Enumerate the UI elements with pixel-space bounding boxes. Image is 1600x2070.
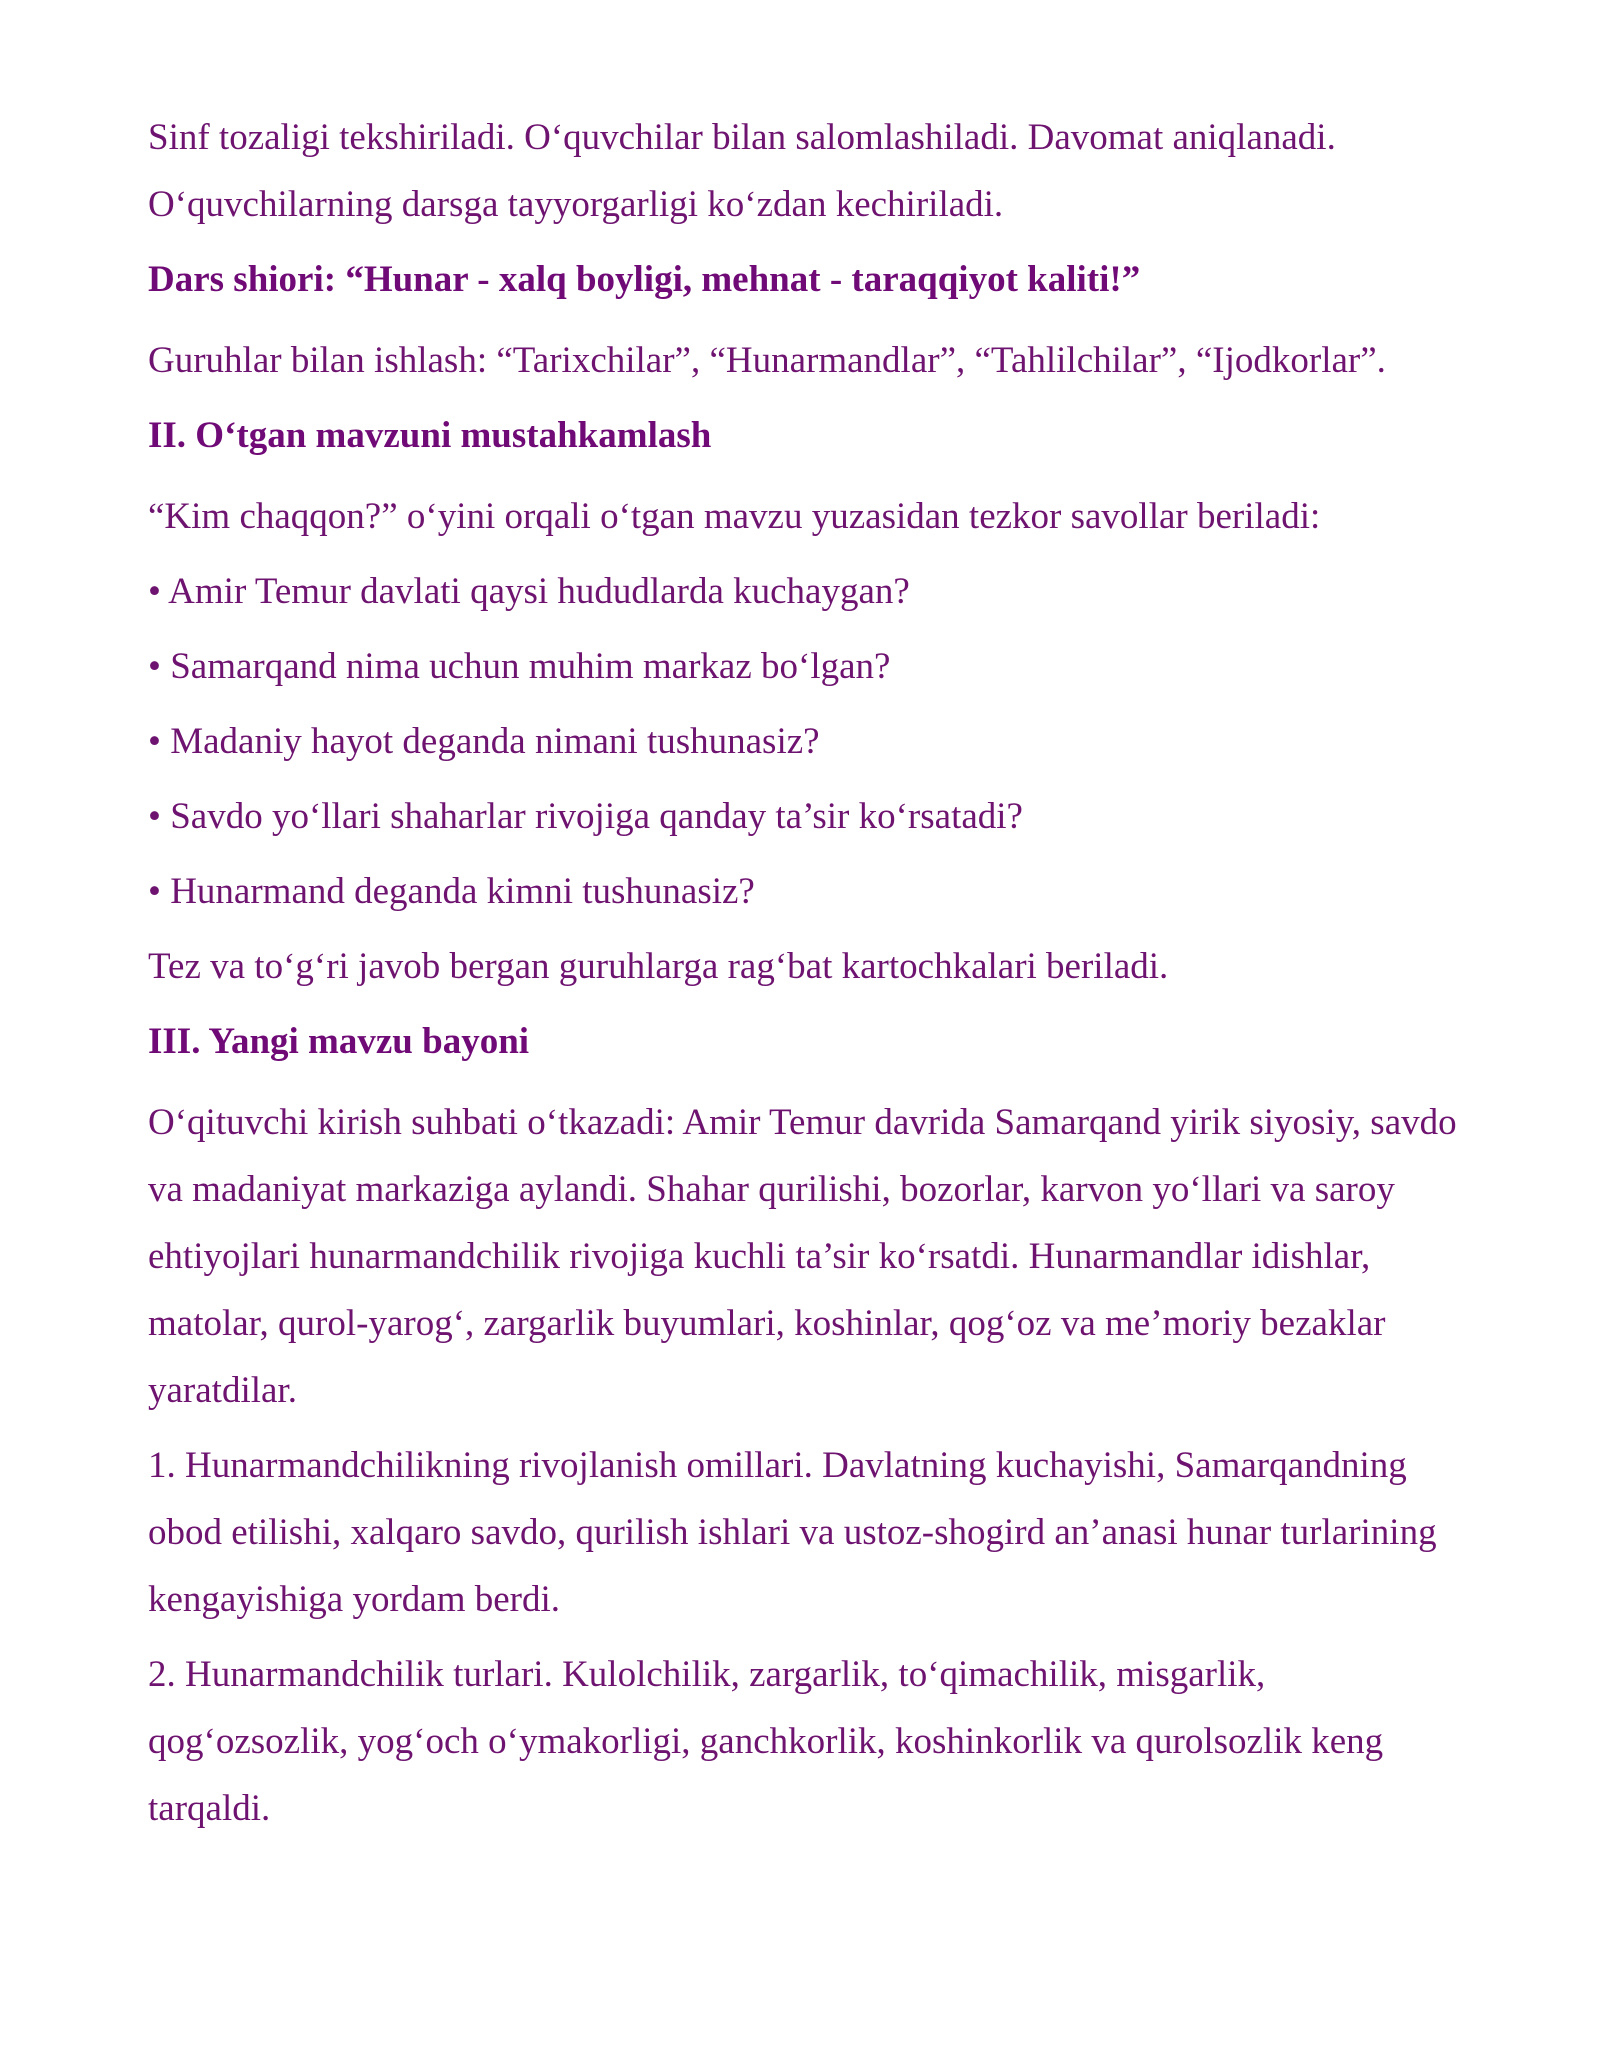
point-2-paragraph: 2. Hunarmandchilik turlari. Kulolchilik, zargarlik, to‘qimachilik, misgarlik, qog‘ozsozlik, yog‘och o‘ymakorligi, ganchkorlik, koshinkorlik va qurolsozlik keng tarqaldi. [148, 1654, 1384, 1829]
section-2-outro: Tez va to‘g‘ri javob bergan guruhlarga rag‘bat kartochkalari beriladi. [148, 946, 1169, 987]
intro-paragraph: Sinf tozaligi tekshiriladi. O‘quvchilar bilan salomlashiladi. Davomat aniqlanadi. O‘quvchilarning darsga tayyorgarligi ko‘zdan kechiriladi. [148, 117, 1336, 225]
question-list-item: • Savdo yo‘llari shaharlar rivojiga qanday ta’sir ko‘rsatadi? [148, 796, 1023, 837]
question-list-item: • Amir Temur davlati qaysi hududlarda kuchaygan? [148, 571, 910, 612]
section-3-intro: O‘qituvchi kirish suhbati o‘tkazadi: Amir Temur davrida Samarqand yirik siyosiy, savdo va madaniyat markaziga aylandi. Shahar qurilishi, bozorlar, karvon yo‘llari va saroy ehtiyojlari hunarmandchilik rivojiga kuchli ta’sir ko‘rsatdi. Hunarmandlar idishlar, matolar, qurol-yarog‘, zargarlik buyumlari, koshinlar, qog‘oz va me’moriy bezaklar yaratdilar. [148, 1102, 1457, 1411]
question-list-item: • Madaniy hayot deganda nimani tushunasiz? [148, 721, 820, 762]
document-page [148, 104, 1468, 1842]
lesson-motto: Dars shiori: “Hunar - xalq boyligi, mehnat - taraqqiyot kaliti!” [148, 259, 1141, 300]
question-list-item: • Samarqand nima uchun muhim markaz bo‘lgan? [148, 646, 891, 687]
groups-paragraph: Guruhlar bilan ishlash: “Tarixchilar”, “Hunarmandlar”, “Tahlilchilar”, “Ijodkorlar”. [148, 340, 1386, 381]
section-2-intro: “Kim chaqqon?” o‘yini orqali o‘tgan mavzu yuzasidan tezkor savollar beriladi: [148, 496, 1321, 537]
point-1-paragraph: 1. Hunarmandchilikning rivojlanish omillari. Davlatning kuchayishi, Samarqandning obod etilishi, xalqaro savdo, qurilish ishlari va ustoz-shogird an’anasi hunar turlarining kengayishiga yordam berdi. [148, 1445, 1437, 1620]
question-list-item: • Hunarmand deganda kimni tushunasiz? [148, 871, 755, 912]
section-3-title: III. Yangi mavzu bayoni [148, 1021, 530, 1062]
section-2-title: II. O‘tgan mavzuni mustahkamlash [148, 415, 712, 456]
